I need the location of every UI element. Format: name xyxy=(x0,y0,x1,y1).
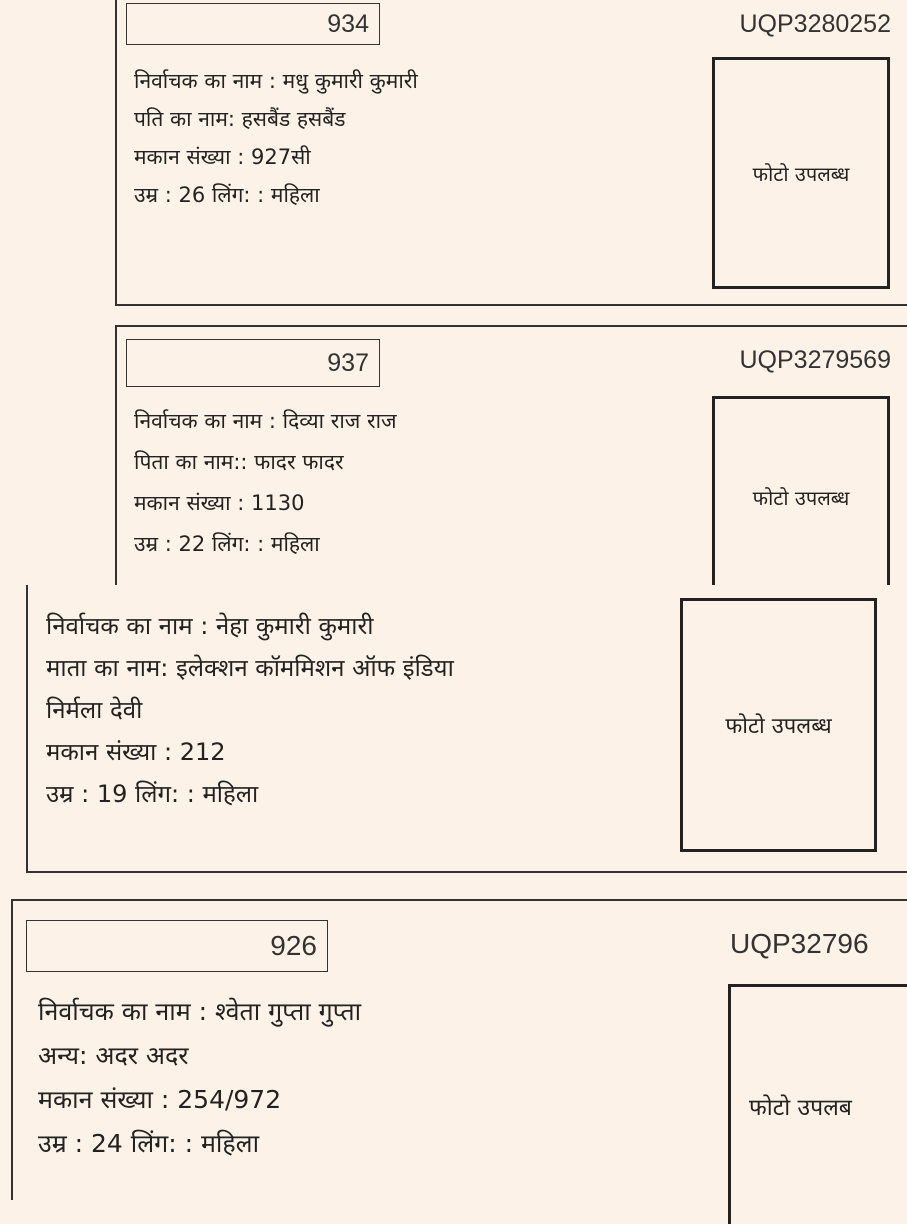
photo-box xyxy=(712,57,890,289)
photo-available-label: फोटो उपलब्ध xyxy=(752,486,850,510)
age-gender-line: उम्र : 26 लिंग: : महिला xyxy=(134,183,320,207)
serial-number: 926 xyxy=(270,930,317,961)
photo-available-label: फोटो उपलब xyxy=(749,1094,852,1121)
age-gender-line: उम्र : 19 लिंग: : महिला xyxy=(46,780,259,808)
photo-available-label: फोटो उपलब्ध xyxy=(752,161,850,186)
voter-card-3 xyxy=(0,585,907,890)
voter-card-2 xyxy=(0,320,907,585)
epic-number: UQP3279569 xyxy=(739,346,891,374)
voter-details xyxy=(134,62,418,214)
epic-number: UQP3280252 xyxy=(739,10,891,38)
voter-card-4 xyxy=(0,890,907,1200)
voter-name-line: निर्वाचक का नाम : दिव्या राज राज xyxy=(134,409,397,433)
age-gender-line: उम्र : 22 लिंग: : महिला xyxy=(134,532,320,556)
relative-name-line-continued: निर्मला देवी xyxy=(46,696,143,724)
relative-name-line: माता का नाम: इलेक्शन कॉममिशन ऑफ इंडिया xyxy=(46,654,454,682)
serial-number-box xyxy=(26,920,328,972)
house-number-line: मकान संख्या : 1130 xyxy=(134,491,305,515)
photo-box xyxy=(728,984,907,1224)
serial-number-box xyxy=(126,3,380,45)
serial-number-box xyxy=(126,339,380,387)
photo-box xyxy=(712,396,890,596)
voter-name-line: निर्वाचक का नाम : मधु कुमारी कुमारी xyxy=(134,69,418,93)
voter-card-1 xyxy=(0,0,907,306)
voter-details xyxy=(46,605,454,815)
relative-name-line: अन्य: अदर अदर xyxy=(38,1041,189,1070)
house-number-line: मकान संख्या : 212 xyxy=(46,738,226,766)
photo-available-label: फोटो उपलब्ध xyxy=(725,714,832,739)
epic-number: UQP32796 xyxy=(730,928,869,959)
voter-name-line: निर्वाचक का नाम : श्वेता गुप्ता गुप्ता xyxy=(38,997,362,1026)
voter-details xyxy=(38,990,361,1166)
relative-name-line: पिता का नाम:: फादर फादर xyxy=(134,450,344,474)
voter-name-line: निर्वाचक का नाम : नेहा कुमारी कुमारी xyxy=(46,612,374,640)
house-number-line: मकान संख्या : 254/972 xyxy=(38,1085,282,1114)
age-gender-line: उम्र : 24 लिंग: : महिला xyxy=(38,1129,260,1158)
photo-box xyxy=(680,598,877,852)
relative-name-line: पति का नाम: हसबैंड हसबैंड xyxy=(134,107,346,131)
serial-number: 934 xyxy=(327,10,369,38)
voter-details xyxy=(134,401,397,565)
serial-number: 937 xyxy=(327,349,369,377)
house-number-line: मकान संख्या : 927सी xyxy=(134,145,311,169)
